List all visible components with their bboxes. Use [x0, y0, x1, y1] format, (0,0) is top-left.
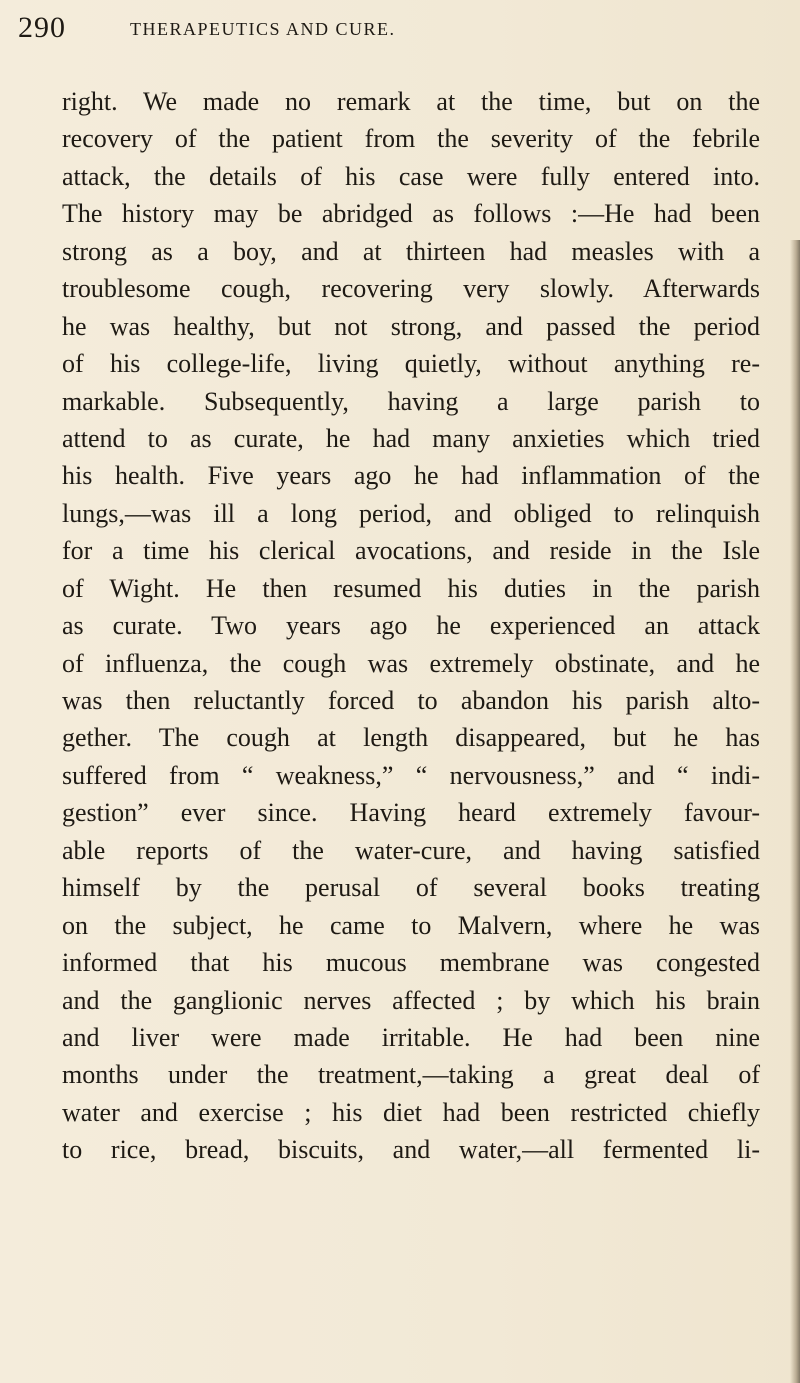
text-line-15: as curate. Two years ago he experienced an attack	[62, 611, 760, 641]
text-line-4: The history may be abridged as follows :—He had been	[62, 199, 760, 229]
text-line-18: gether. The cough at length disappeared, but he has	[62, 723, 760, 753]
text-line-25: and the ganglionic nerves affected ; by which his brain	[62, 985, 760, 1015]
text-line-12: lungs,—was ill a long period, and obliged to relinquish	[62, 498, 760, 528]
text-line-19: suffered from “ weakness,” “ nervousness,” and “ indi-	[62, 760, 760, 790]
running-head-title: THERAPEUTICS AND CURE.	[130, 19, 396, 39]
text-line-6: troublesome cough, recovering very slowly. Afterwards	[62, 274, 760, 304]
page-edge-shadow	[790, 240, 800, 1383]
text-line-5: strong as a boy, and at thirteen had measles with a	[62, 236, 760, 266]
text-line-2: recovery of the patient from the severity of the febrile	[62, 124, 760, 154]
page-number: 290	[18, 11, 66, 44]
text-line-24: informed that his mucous membrane was congested	[62, 948, 760, 978]
text-line-23: on the subject, he came to Malvern, where he was	[62, 910, 760, 940]
text-line-21: able reports of the water-cure, and having satisfied	[62, 835, 760, 865]
text-line-1: right. We made no remark at the time, but on the	[62, 87, 760, 116]
text-line-8: of his college-life, living quietly, without anything re-	[62, 349, 760, 379]
text-line-14: of Wight. He then resumed his duties in the parish	[62, 573, 760, 603]
body-text	[62, 83, 760, 1169]
text-line-26: and liver were made irritable. He had been nine	[62, 1022, 760, 1052]
text-line-28: water and exercise ; his diet had been restricted chiefly	[62, 1097, 760, 1127]
text-line-9: markable. Subsequently, having a large parish to	[62, 386, 760, 416]
text-line-17: was then reluctantly forced to abandon his parish alto-	[62, 686, 760, 715]
text-line-27: months under the treatment,—taking a great deal of	[62, 1060, 760, 1090]
text-line-29: to rice, bread, biscuits, and water,—all fermented li-	[62, 1135, 760, 1165]
text-line-11: his health. Five years ago he had inflammation of the	[62, 461, 760, 491]
running-head	[18, 8, 778, 48]
text-line-3: attack, the details of his case were fully entered into.	[62, 161, 760, 191]
text-line-7: he was healthy, but not strong, and passed the period	[62, 311, 760, 341]
text-line-16: of influenza, the cough was extremely obstinate, and he	[62, 648, 760, 678]
text-line-22: himself by the perusal of several books treating	[62, 873, 760, 903]
text-line-20: gestion” ever since. Having heard extremely favour-	[62, 798, 760, 828]
text-line-10: attend to as curate, he had many anxieties which tried	[62, 423, 760, 453]
text-line-13: for a time his clerical avocations, and reside in the Isle	[62, 536, 760, 566]
